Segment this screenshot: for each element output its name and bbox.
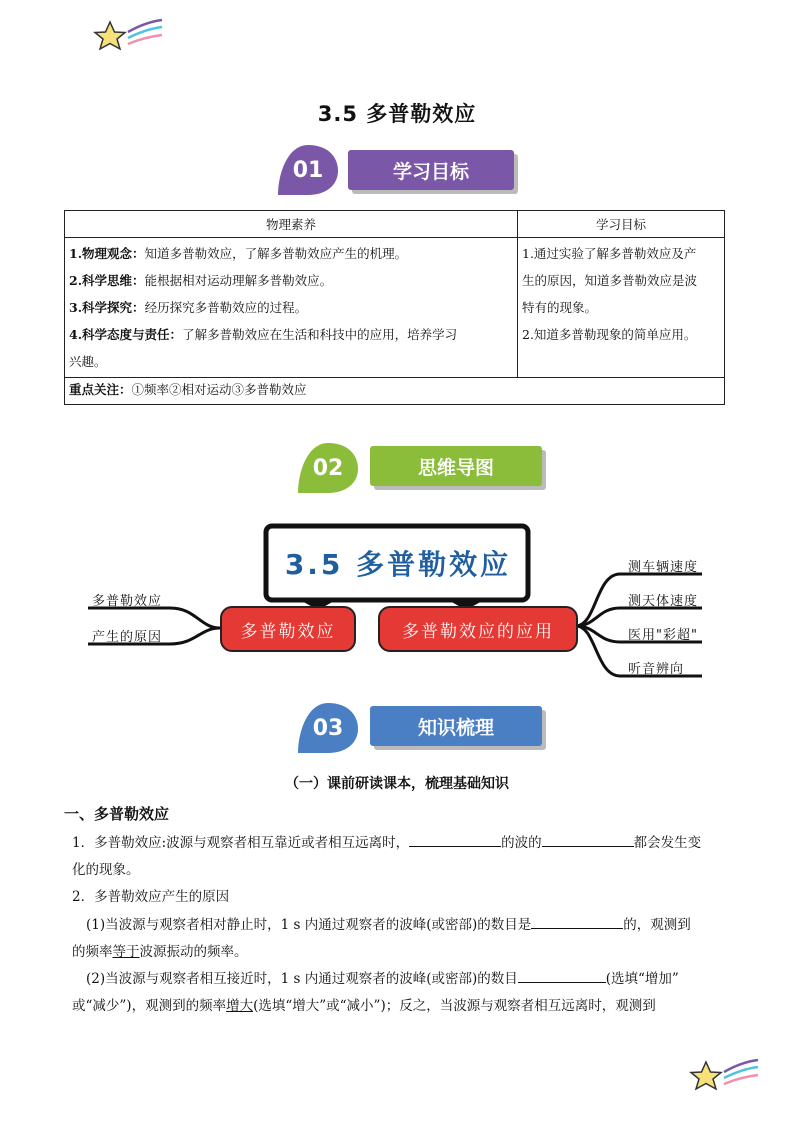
fill-blank[interactable]	[518, 968, 606, 983]
fill-blank[interactable]	[531, 914, 623, 929]
literacy-item: 3.科学探究：经历探究多普勒效应的过程。	[69, 300, 308, 315]
objective-line: 特有的现象。	[522, 300, 598, 315]
mindmap-leaf: 医用"彩超"	[628, 628, 698, 643]
mindmap-leaf: 听音辨向	[628, 662, 685, 677]
paragraph: (1)当波源与观察者相对静止时，1 s 内通过观察者的波峰(或密部)的数目是 的，观测到 的频率等于波源振动的频率。	[72, 912, 732, 966]
section-subtitle: （一）课前研读课本，梳理基础知识	[285, 776, 509, 792]
goals-table	[64, 210, 725, 405]
paragraph: 1．多普勒效应:波源与观察者相互靠近或者相互远离时， 的波的 都会发生变 化的现象。	[72, 830, 732, 884]
mindmap-node-left: 多普勒效应	[220, 606, 356, 652]
focus-row: 重点关注：①频率②相对运动③多普勒效应	[65, 378, 725, 405]
objective-line: 1.通过实验了解多普勒效应及产	[522, 246, 697, 261]
shooting-star-icon	[92, 18, 164, 58]
literacy-item: 4.科学态度与责任：了解多普勒效应在生活和科技中的应用，培养学习	[69, 327, 458, 342]
section-label: 思维导图	[370, 446, 542, 486]
mindmap-node-right: 多普勒效应的应用	[378, 606, 578, 652]
objective-line: 生的原因，知道多普勒效应是波	[522, 273, 698, 288]
section-number: 03	[312, 715, 344, 741]
mindmap-leaf: 测车辆速度	[628, 560, 699, 575]
mindmap-center: 3.5 多普勒效应	[284, 548, 512, 581]
literacy-item: 兴趣。	[69, 354, 107, 369]
section-number: 02	[312, 455, 344, 481]
mindmap-leaf: 产生的原因	[92, 630, 163, 645]
page-title: 3.5 多普勒效应	[317, 102, 477, 126]
literacy-item: 2.科学思维：能根据相对运动理解多普勒效应。	[69, 273, 333, 288]
mindmap-leaf: 测天体速度	[628, 594, 699, 609]
col-header: 物理素养	[65, 211, 518, 238]
section-label: 学习目标	[348, 150, 514, 190]
paragraph: (2)当波源与观察者相互接近时，1 s 内通过观察者的波峰(或密部)的数目 (选填“增加” 或“减少”)，观测到的频率增大(选填“增大”或“减小”)；反之，当波源与观察者相互远离时，观测到	[72, 966, 732, 1020]
col-header: 学习目标	[518, 211, 725, 238]
paragraph: 2．多普勒效应产生的原因	[72, 889, 230, 905]
mindmap-leaf: 多普勒效应	[92, 594, 163, 609]
section-heading: 一、多普勒效应	[64, 805, 170, 823]
objective-line: 2.知道多普勒现象的简单应用。	[522, 327, 697, 342]
fill-blank[interactable]	[409, 832, 501, 847]
section-number: 01	[292, 157, 324, 183]
literacy-item: 1.物理观念：知道多普勒效应，了解多普勒效应产生的机理。	[69, 246, 408, 261]
section-label: 知识梳理	[370, 706, 542, 746]
fill-blank[interactable]	[542, 832, 634, 847]
shooting-star-icon	[688, 1058, 760, 1098]
